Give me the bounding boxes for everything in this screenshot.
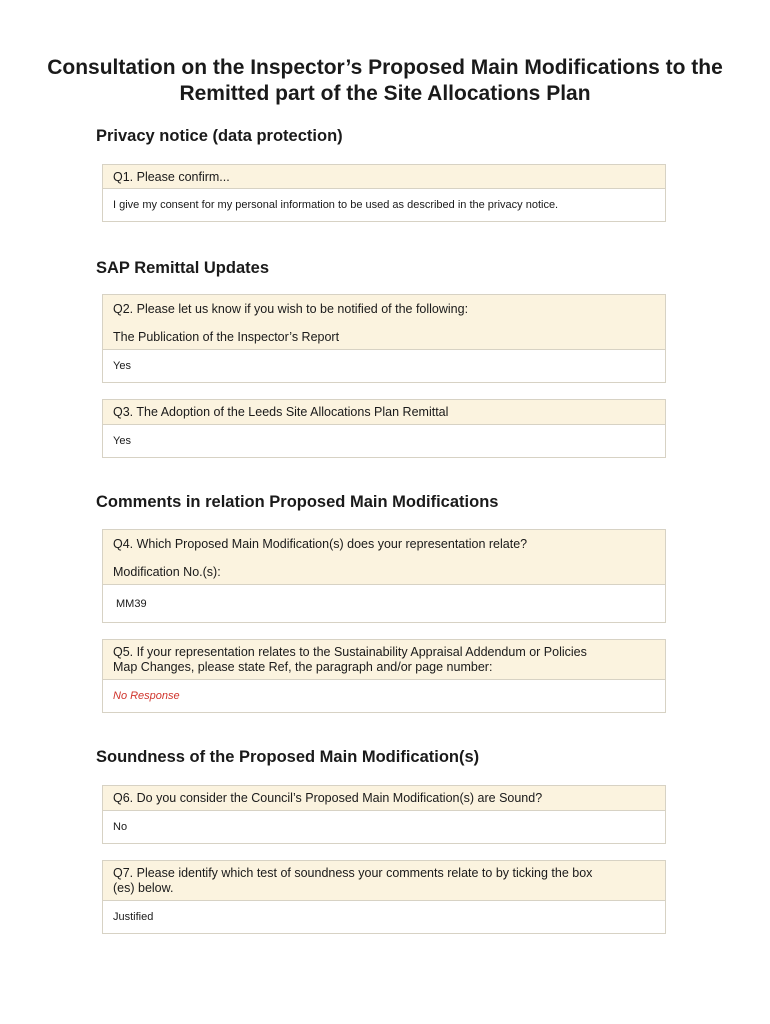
- section-heading-sap-remittal: SAP Remittal Updates: [96, 259, 269, 277]
- question-text: [103, 640, 665, 680]
- section-heading-privacy: Privacy notice (data protection): [96, 127, 343, 145]
- question-label: Q1. Please confirm...: [113, 170, 230, 184]
- no-response-value: No Response: [113, 690, 180, 702]
- question-card-q5: [102, 639, 666, 713]
- question-card-q6: [102, 785, 666, 844]
- question-card-q4: [102, 529, 666, 623]
- answer-value: I give my consent for my personal information to be used as described in the privacy notice.: [113, 199, 559, 211]
- question-text: [103, 400, 665, 425]
- question-text: [103, 165, 665, 189]
- answer-value: Yes: [113, 360, 131, 372]
- question-card-q3: [102, 399, 666, 458]
- answer-value: No: [113, 821, 128, 833]
- question-label-line-2: (es) below.: [113, 881, 174, 895]
- question-card-q1: [102, 164, 666, 222]
- question-text: [103, 861, 665, 901]
- question-card-q2: [102, 294, 666, 383]
- question-sublabel: Modification No.(s):: [113, 565, 221, 579]
- document-title-line-2: Remitted part of the Site Allocations Plan: [179, 82, 591, 105]
- question-label-line-1: Q7. Please identify which test of soundness your comments relate to by ticking the box: [113, 866, 593, 880]
- section-heading-comments: Comments in relation Proposed Main Modifications: [96, 493, 499, 511]
- document-title-line-1: Consultation on the Inspector’s Proposed Main Modifications to the: [47, 56, 723, 79]
- question-label: Q2. Please let us know if you wish to be notified of the following:: [113, 302, 469, 316]
- answer-value: MM39: [116, 597, 147, 610]
- question-label-line-2: Map Changes, please state Ref, the paragraph and/or page number:: [113, 660, 493, 674]
- question-text: [103, 295, 665, 350]
- question-label-line-1: Q5. If your representation relates to the Sustainability Appraisal Addendum or Policies: [113, 645, 587, 659]
- question-text: [103, 530, 665, 585]
- answer-value: Yes: [113, 435, 131, 447]
- document-title: [0, 55, 770, 107]
- question-label: Q4. Which Proposed Main Modification(s) does your representation relate?: [113, 537, 528, 551]
- question-sublabel: The Publication of the Inspector’s Report: [113, 330, 340, 344]
- question-label: Q6. Do you consider the Council’s Proposed Main Modification(s) are Sound?: [113, 791, 543, 805]
- question-text: [103, 786, 665, 811]
- question-label: Q3. The Adoption of the Leeds Site Allocations Plan Remittal: [113, 405, 449, 419]
- answer-value: Justified: [113, 911, 154, 923]
- question-card-q7: [102, 860, 666, 934]
- section-heading-soundness: Soundness of the Proposed Main Modification(s): [96, 748, 480, 766]
